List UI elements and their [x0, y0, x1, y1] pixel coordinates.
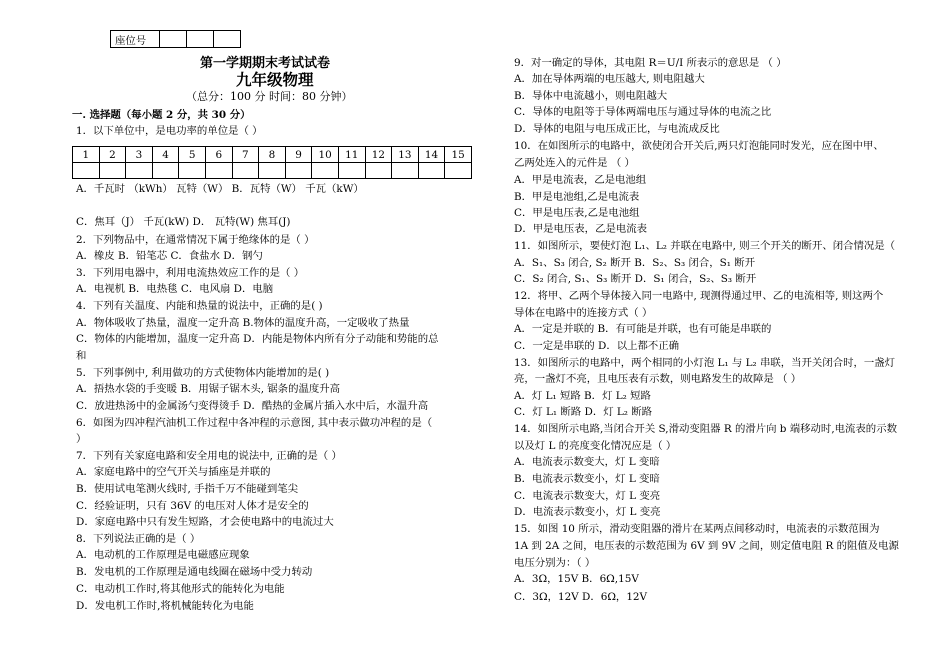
question-text-line: D．导体的电阻与电压成正比，与电流成反比 [514, 123, 720, 135]
question-text-line: A．电视机 B．电热毯 C．电风扇 D．电脑 [76, 283, 274, 295]
answer-table-number: 15 [445, 147, 472, 163]
answer-table-answer-row [73, 163, 472, 179]
question-text-line: A．一定是并联的 B．有可能是并联，也有可能是串联的 [514, 323, 772, 335]
question-text-line: A．加在导体两端的电压越大, 则电阻越大 [514, 73, 705, 85]
question-text-line: C．灯 L₁ 断路 D．灯 L₂ 断路 [514, 406, 653, 418]
answer-table-number: 9 [285, 147, 312, 163]
question-text-line: 导体在电路中的连接方式（ ） [514, 307, 653, 319]
question-text-line: B．使用试电笔测火线时, 手指千万不能碰到笔尖 [76, 483, 299, 495]
question-text-line: C．电动机工作时,将其他形式的能转化为电能 [76, 583, 285, 595]
question-text-line: 5．下列事例中, 利用做功的方式使物体内能增加的是( ) [76, 367, 330, 379]
question-text-line: C．焦耳（J） 千瓦(kW) D． 瓦特(W) 焦耳(J) [76, 216, 291, 228]
answer-table-number: 12 [365, 147, 392, 163]
answer-table-number: 10 [312, 147, 339, 163]
question-text-line: A．甲是电流表，乙是电池组 [514, 174, 647, 186]
exam-info: （总分：100 分 时间：80 分钟） [186, 90, 353, 103]
question-text-line: 8．下列说法正确的是（ ） [76, 533, 201, 545]
question-text-line: B．导体中电流越小，则电阻越大 [514, 90, 668, 102]
question-text-line: C．S₂ 闭合, S₁、S₃ 断开 D．S₁ 闭合，S₂、S₃ 断开 [514, 273, 757, 285]
question-text-line: B．甲是电池组,乙是电流表 [514, 191, 640, 203]
question-text-line: ） [76, 433, 87, 445]
question-text-line: D．发电机工作时,将机械能转化为电能 [76, 600, 254, 612]
question-text-line: D．家庭电路中只有发生短路，才会使电路中的电流过大 [76, 516, 334, 528]
answer-table-number: 7 [232, 147, 259, 163]
question-text-line: 乙两处连入的元件是 （ ） [514, 157, 635, 169]
answer-cell[interactable] [312, 163, 339, 179]
question-text-line: 2．下列物品中，在通常情况下属于绝缘体的是（ ） [76, 234, 315, 246]
answer-cell[interactable] [232, 163, 259, 179]
section-heading: 一. 选择题（每小题 2 分，共 30 分） [72, 109, 251, 121]
question-text-line: 9．对一确定的导体，其电阻 R＝U/I 所表示的意思是 （ ） [514, 57, 787, 69]
question-text-line: A．捂热水袋的手变暖 B．用锯子锯木头, 锯条的温度升高 [76, 383, 341, 395]
question-text-line: 12．将甲、乙两个导体接入同一电路中, 现测得通过甲、乙的电流相等, 则这两个 [514, 290, 884, 302]
answer-cell[interactable] [126, 163, 153, 179]
exam-subtitle: 九年级物理 [236, 70, 314, 89]
question-text-line: B．电流表示数变小，灯 L 变暗 [514, 473, 660, 485]
question-text-line: 电压分别为：（ ） [514, 557, 596, 569]
question-text-line: C．经验证明，只有 36V 的电压对人体才是安全的 [76, 500, 309, 512]
question-text-line: 3．下列用电器中，利用电流热效应工作的是（ ） [76, 267, 305, 279]
question-text-line: 11．如图所示，要使灯泡 L₁、L₂ 并联在电路中, 则三个开关的断开、闭合情况是（ [514, 240, 896, 252]
seat-number-table [110, 30, 241, 48]
answer-cell[interactable] [392, 163, 419, 179]
answer-table-number: 13 [392, 147, 419, 163]
question-text-line: 1．以下单位中，是电功率的单位是（ ） [76, 125, 263, 137]
seat-number-label: 座位号 [111, 31, 160, 48]
question-text-line: C．一定是串联的 D．以上都不正确 [514, 340, 680, 352]
answer-cell[interactable] [99, 163, 126, 179]
answer-cell[interactable] [259, 163, 286, 179]
question-text-line: C．放进热汤中的金属汤勺变得烫手 D．酷热的金属片插入水中后，水温升高 [76, 400, 429, 412]
exam-title: 第一学期期末考试试卷 [200, 56, 331, 71]
question-text-line: A．千瓦时 （kWh） 瓦特（W） B．瓦特（W） 千瓦（kW） [76, 183, 364, 195]
answer-cell[interactable] [285, 163, 312, 179]
seat-number-box [160, 31, 187, 48]
question-text-line: 4．下列有关温度、内能和热量的说法中，正确的是( ) [76, 300, 323, 312]
question-text-line: C．3Ω，12V D．6Ω，12V [514, 591, 648, 603]
answer-table-number-row [73, 147, 472, 163]
question-text-line: 亮，一盏灯不亮，且电压表有示数，则电路发生的故障是 （ ） [514, 373, 802, 385]
answer-cell[interactable] [365, 163, 392, 179]
answer-cell[interactable] [338, 163, 365, 179]
answer-table-number: 11 [338, 147, 365, 163]
seat-number-box [214, 31, 241, 48]
question-text-line: 和 [76, 350, 87, 362]
question-text-line: 13．如图所示的电路中，两个相同的小灯泡 L₁ 与 L₂ 串联，当开关闭合时，一盏灯 [514, 357, 896, 369]
question-text-line: A．物体吸收了热量，温度一定升高 B.物体的温度升高，一定吸收了热量 [76, 317, 410, 329]
question-text-line: 15．如图 10 所示，滑动变阻器的滑片在某两点间移动时，电流表的示数范围为 [514, 523, 880, 535]
question-text-line: C．物体的内能增加，温度一定升高 D．内能是物体内所有分子动能和势能的总 [76, 333, 439, 345]
question-text-line: A．电流表示数变大，灯 L 变暗 [514, 456, 660, 468]
question-text-line: 6．如图为四冲程汽油机工作过程中各冲程的示意图, 其中表示做功冲程的是（ [76, 417, 433, 429]
question-text-line: A．灯 L₁ 短路 B．灯 L₂ 短路 [514, 390, 651, 402]
answer-table-number: 8 [259, 147, 286, 163]
answer-table-number: 1 [73, 147, 100, 163]
question-text-line: A．S₁、S₃ 闭合, S₂ 断开 B．S₂、S₃ 闭合，S₁ 断开 [514, 257, 756, 269]
answer-cell[interactable] [445, 163, 472, 179]
answer-table-number: 14 [418, 147, 445, 163]
answer-table [72, 146, 472, 179]
question-text-line: A．电动机的工作原理是电磁感应现象 [76, 549, 250, 561]
question-text-line: C．电流表示数变大，灯 L 变亮 [514, 490, 661, 502]
question-text-line: A．3Ω，15V B．6Ω,15V [514, 573, 639, 585]
question-text-line: D．甲是电压表，乙是电流表 [514, 223, 648, 235]
question-text-line: 14．如图所示电路,当闭合开关 S,滑动变阻器 R 的滑片向 b 端移动时,电流表的示数 [514, 423, 897, 435]
question-text-line: A．橡皮 B．铅笔芯 C．食盐水 D．钢勺 [76, 250, 263, 262]
answer-cell[interactable] [205, 163, 232, 179]
answer-cell[interactable] [73, 163, 100, 179]
seat-number-box [187, 31, 214, 48]
answer-cell[interactable] [152, 163, 179, 179]
question-text-line: D．电流表示数变小，灯 L 变亮 [514, 506, 661, 518]
answer-table-number: 2 [99, 147, 126, 163]
question-text-line: 1A 到 2A 之间，电压表的示数范围为 6V 到 9V 之间，则定值电阻 R 的阻值及电源 [514, 540, 899, 552]
answer-table-number: 6 [205, 147, 232, 163]
question-text-line: B．发电机的工作原理是通电线圈在磁场中受力转动 [76, 566, 313, 578]
question-text-line: A．家庭电路中的空气开关与插座是并联的 [76, 466, 271, 478]
question-text-line: 以及灯 L 的亮度变化情况应是（ ） [514, 440, 677, 452]
answer-table-number: 4 [152, 147, 179, 163]
question-text-line: C．甲是电压表,乙是电池组 [514, 207, 640, 219]
answer-table-number: 3 [126, 147, 153, 163]
answer-cell[interactable] [418, 163, 445, 179]
question-text-line: 7．下列有关家庭电路和安全用电的说法中, 正确的是（ ） [76, 450, 342, 462]
answer-cell[interactable] [179, 163, 206, 179]
question-text-line: 10．在如图所示的电路中，欲使闭合开关后,两只灯泡能同时发光，应在图中甲、 [514, 140, 884, 152]
answer-table-number: 5 [179, 147, 206, 163]
question-text-line: C．导体的电阻等于导体两端电压与通过导体的电流之比 [514, 106, 772, 118]
